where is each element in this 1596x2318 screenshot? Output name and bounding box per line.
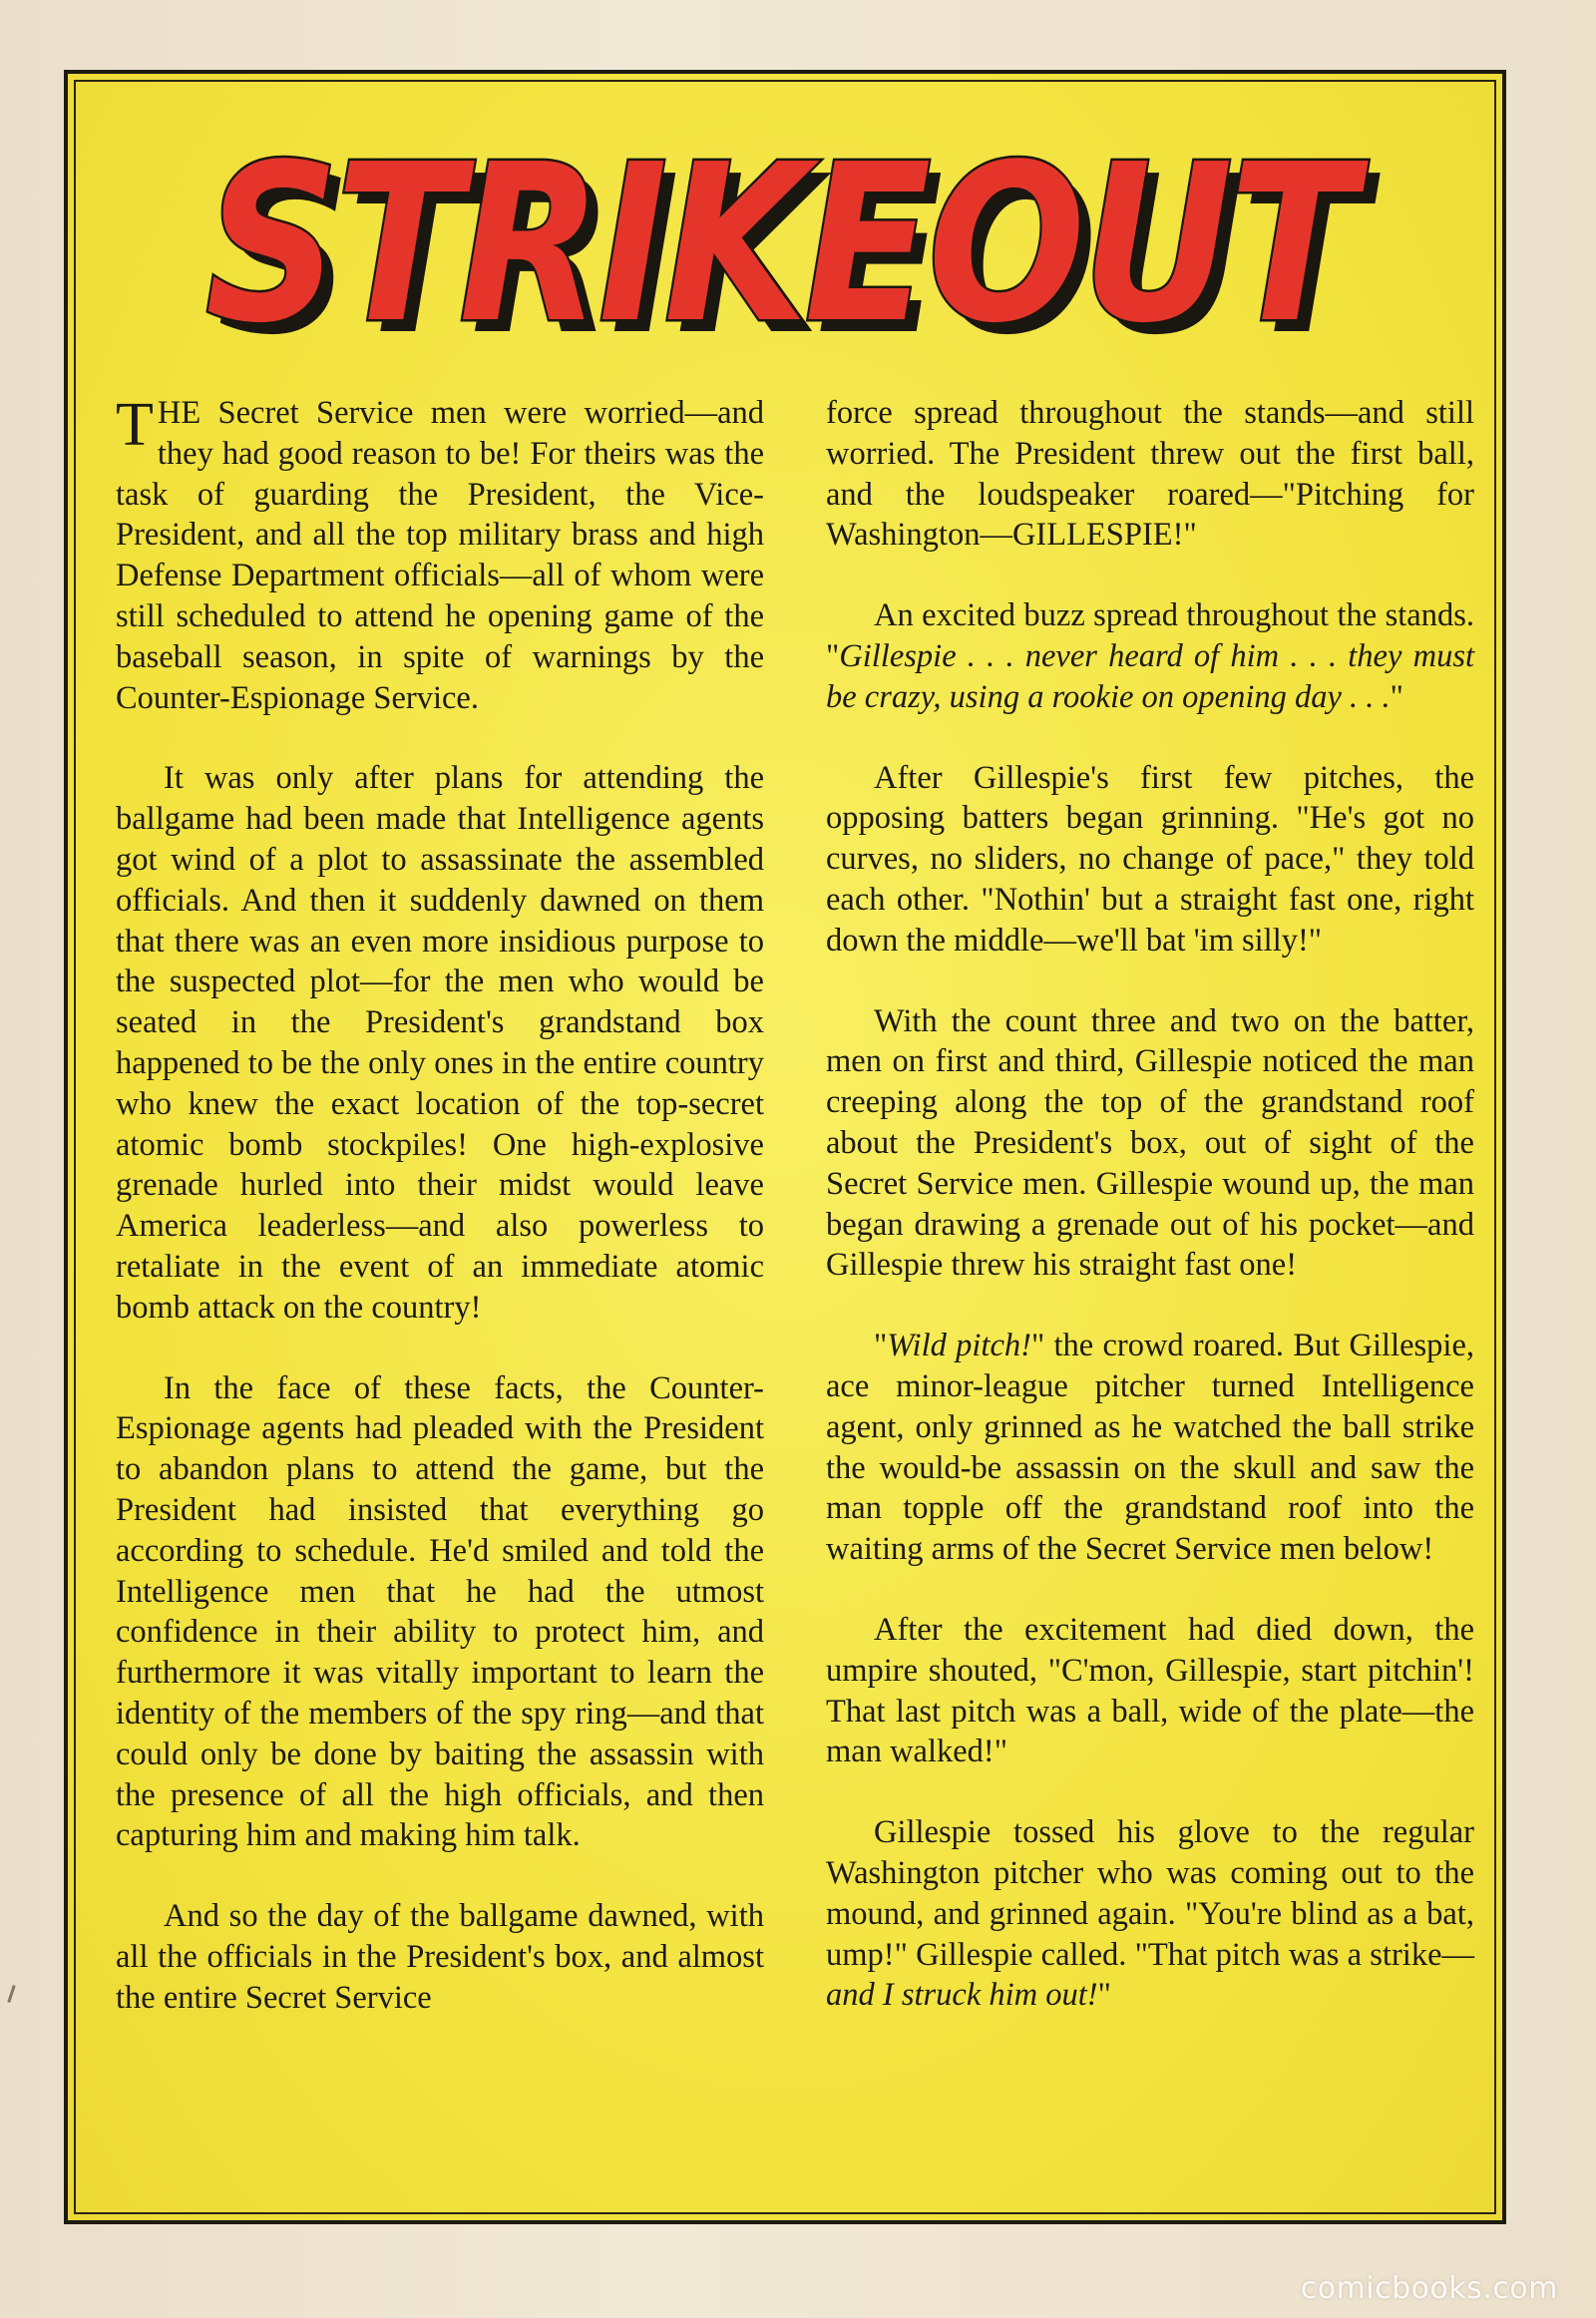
paragraph-text: An excited buzz spread throughout the stands. ": [826, 597, 1474, 674]
paragraph-text: ": [1390, 678, 1403, 715]
paragraph-text: ": [1097, 1977, 1111, 2014]
story-title: [198, 132, 1395, 361]
title-shadow: STRIKEOUT: [217, 132, 1382, 361]
story-panel: [64, 70, 1506, 2224]
title-text: STRIKEOUT: [205, 132, 1370, 361]
paragraph-text: Gillespie tossed his glove to the regular Washington pitcher who was coming out to the mound, and grinned again. "You're blind as a bat, ump!" Gillespie called. "That pitch was a strike—: [826, 1814, 1474, 1973]
paragraph: [826, 1326, 1474, 1570]
paragraph-text: ": [874, 1328, 888, 1364]
watermark: comicbooks.com: [1300, 2271, 1558, 2306]
drop-cap: T: [116, 391, 154, 459]
paragraph: In the face of these facts, the Counter-Espionage agents had pleaded with the President to abandon plans to attend the game, but the President had insisted that everything go according to schedule. He'd smiled and told the Intelligence men that he had the utmost confidence in their ability to protect him, and furthermore it was vitally important to learn the identity of the members of the spy ring—and that could only be done by baiting the assassin with the presence of all the high officials, and then capturing him and making him talk.: [116, 1369, 764, 1854]
paragraph-text: HE Secret Service men were worried—and they had good reason to be! For theirs was the task of guarding the President, the Vice-President, and all the top military brass and high Defense Department officials—all of whom were still scheduled to attend he opening game of the baseball season, in spite of warnings by the Counter-Espionage Service.: [116, 395, 764, 716]
paragraph: After Gillespie's first few pitches, the opposing batters began grinning. "He's got no curves, no sliders, no change of pace," they told each other. "Nothin' but a straight fast one, right down the middle—we'll bat 'im silly!": [826, 759, 1474, 959]
paragraph: [116, 393, 764, 718]
paragraph: It was only after plans for attending the ballgame had been made that Intelligence agents got wind of a plot to assassinate the assembled officials. And then it suddenly dawned on them that there was an even more insidious purpose to the suspected plot—for the men who would be seated in the President's grandstand box happened to be the only ones in the entire country who knew the exact location of the top-secret atomic bomb stockpiles! One high-explosive grenade hurled into their midst would leave America leaderless—and also powerless to retaliate in the event of an immediate atomic bomb attack on the country!: [116, 760, 764, 1326]
right-column: [826, 393, 1474, 2056]
paragraph: And so the day of the ballgame dawned, with all the officials in the President's box, and almost the entire Secret Service: [116, 1898, 764, 2016]
paragraph-text: " the crowd roared. But Gillespie, ace minor-league pitcher turned Intelligence agent, only grinned as he watched the ball strike the would-be assassin on the skull and saw the man topple off the grandstand roof into the waiting arms of the Secret Service men below!: [826, 1328, 1474, 1568]
paragraph: After the excitement had died down, the umpire shouted, "C'mon, Gillespie, start pitchin'! That last pitch was a ball, wide of the plate—the man walked!": [826, 1611, 1474, 1770]
italic-quote: and I struck him out!: [826, 1977, 1098, 2014]
italic-quote: Gillespie . . . never heard of him . . . they must be crazy, using a rookie on opening day . . .: [826, 637, 1474, 715]
title-graphic: [198, 132, 1395, 361]
italic-quote: Wild pitch!: [887, 1328, 1031, 1364]
paragraph: force spread throughout the stands—and still worried. The President threw out the first ball, and the loudspeaker roared—"Pitching for Washington—GILLESPIE!": [826, 395, 1474, 554]
paragraph: [826, 1812, 1474, 2016]
paragraph: [826, 595, 1474, 717]
left-column: [116, 393, 764, 2058]
paragraph: With the count three and two on the batter, men on first and third, Gillespie noticed the man creeping along the top of the grandstand roof about the President's box, out of sight of the Secret Service men. Gillespie wound up, the man began drawing a grenade out of his pocket—and Gillespie threw his straight fast one!: [826, 1002, 1474, 1284]
